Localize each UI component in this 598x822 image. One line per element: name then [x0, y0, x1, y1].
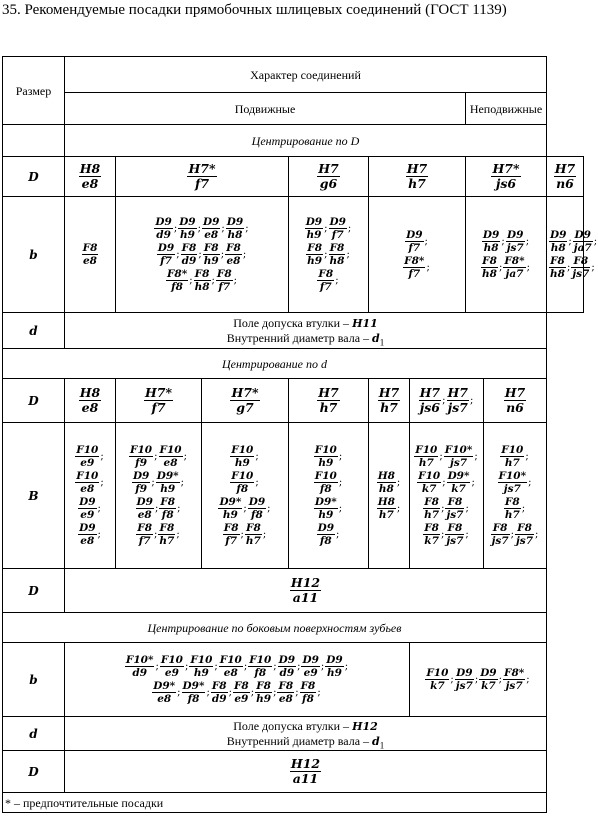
fit-cell: [289, 157, 369, 197]
fit-fraction: $\frac{D9}{f7}$: [406, 229, 423, 254]
fit-fraction: $\frac{F8}{h9}$: [307, 242, 323, 267]
fit-fraction: $\frac{H7}{n6}$: [504, 385, 526, 415]
fit-fraction: $\frac{H8}{e8}$: [79, 161, 101, 191]
fit-fraction: $\frac{D9*}{f8}$: [182, 680, 205, 705]
fit-fraction: $\frac{F8}{h8}$: [329, 242, 345, 267]
fixed-header: Неподвижные: [466, 93, 547, 125]
fit-fraction: $\frac{F10}{h9}$: [314, 444, 337, 469]
fit-fraction: $\frac{H8}{h7}$: [377, 496, 395, 521]
fit-fraction: $\frac{F10*}{js7}$: [444, 444, 473, 469]
s2-D-label: D: [3, 379, 65, 423]
fit-fraction: $\frac{F10}{e8}$: [159, 444, 182, 469]
fit-fraction: $\frac{H8}{e8}$: [79, 385, 101, 415]
fit-fraction: $\frac{F10*}{d9}$: [125, 654, 154, 679]
fit-cell: $\frac{F10}{h7}$ ; $\frac{F10*}{js7}$ ; $\frac{F10}{k7}$ ; $\frac{D9*}{k7}$ ; $\frac{F8}{h7}$ ; $\frac{F8}{js7}$ ; $\frac{F8}{k7}$ ; $\frac{F8}{js7}$ ;: [410, 423, 484, 569]
fit-fraction: $\frac{D9}{f7}$: [329, 216, 346, 241]
fit-fraction: $\frac{F8}{js7}$: [446, 496, 464, 521]
fit-fraction: $\frac{F10}{e9}$: [76, 444, 99, 469]
fit-fraction: $\frac{F8}{d9}$: [211, 680, 227, 705]
fit-fraction: $\frac{F8}{h9}$: [256, 680, 272, 705]
section1-title: Центрирование по D: [65, 125, 547, 157]
fit-fraction: $\frac{F10}{h7}$: [415, 444, 438, 469]
movable-header: Подвижные: [65, 93, 466, 125]
fit-fraction: $\frac{F8}{f8}$: [300, 680, 316, 705]
nature-header: Характер соединений: [65, 57, 547, 93]
fit-fraction: $\frac{H7}{h7}$: [318, 385, 339, 415]
fit-fraction: $\frac{F8}{h9}$: [203, 242, 219, 267]
fit-cell: [484, 379, 547, 423]
fit-fraction: $\frac{F10}{f8}$: [231, 470, 254, 495]
fit-fraction: $\frac{F8}{e8}$: [82, 242, 98, 267]
fit-fraction: $\frac{F8*}{f8}$: [166, 268, 188, 293]
fit-fraction: $\frac{D9}{h9}$: [305, 216, 323, 241]
fit-fraction: $\frac{F10}{f8}$: [249, 654, 272, 679]
fit-cell: $\frac{H7}{js6}$ ; $\frac{H7}{js7}$ ;: [410, 379, 484, 423]
fit-fraction: $\frac{H12}{a11}$: [290, 756, 321, 786]
s3-d-note: Поле допуска втулки – H12 Внутренний диаметр вала – $d_1$: [65, 717, 547, 751]
fit-fraction: $\frac{F8}{h7}$: [245, 522, 261, 547]
fit-fraction: $\frac{F10}{f8}$: [314, 470, 337, 495]
s3-d-label: d: [3, 717, 65, 751]
s2-D2-label: D: [3, 569, 65, 613]
fit-cell: [65, 569, 547, 613]
fit-fraction: $\frac{D9*}{e8}$: [153, 680, 176, 705]
fit-fraction: $\frac{F8}{js7}$: [572, 255, 590, 280]
s2-B-label: B: [3, 423, 65, 569]
fit-fraction: $\frac{D9}{f8}$: [317, 522, 335, 547]
fit-fraction: $\frac{F8}{f7}$: [223, 522, 239, 547]
fit-cell: [202, 379, 289, 423]
section2-title: Центрирование по d: [3, 349, 547, 379]
fits-table: [2, 56, 598, 813]
fit-fraction: $\frac{F8}{js7}$: [516, 522, 534, 547]
fit-fraction: $\frac{D9}{d9}$: [278, 654, 296, 679]
fit-fraction: $\frac{F10}{f9}$: [130, 444, 153, 469]
fit-fraction: $\frac{F8}{h7}$: [424, 496, 440, 521]
section3-title: Центрирование по боковым поверхностям зубьев: [3, 613, 547, 643]
fit-fraction: $\frac{F8}{e8}$: [226, 242, 241, 267]
fit-cell: [116, 379, 202, 423]
fit-fraction: $\frac{D9}{h9}$: [179, 216, 196, 241]
fit-fraction: $\frac{D9*}{h9}$: [314, 496, 337, 521]
fit-fraction: $\frac{D9}{k7}$: [480, 667, 497, 692]
fit-fraction: $\frac{D9}{e8}$: [79, 522, 96, 547]
fit-fraction: $\frac{F10}{k7}$: [426, 667, 449, 692]
fit-fraction: $\frac{F10}{e9}$: [160, 654, 183, 679]
fit-fraction: $\frac{D9}{e9}$: [302, 654, 319, 679]
fit-cell: [65, 197, 116, 313]
fit-fraction: $\frac{H7}{h7}$: [406, 161, 428, 191]
fit-fraction: $\frac{F10}{e8}$: [76, 470, 99, 495]
fit-fraction: $\frac{F10}{h9}$: [231, 444, 254, 469]
fit-fraction: $\frac{D9}{ja7}$: [573, 229, 592, 254]
fit-cell: $\frac{D9}{h8}$ ; $\frac{D9}{js7}$ ; $\frac{F8}{h8}$ ; $\frac{F8*}{ja7}$ ;: [466, 197, 547, 313]
fit-cell: $\frac{D9}{f7}$ ; $\frac{F8*}{f7}$ ;: [369, 197, 466, 313]
fit-cell: $\frac{F10}{h7}$ ; $\frac{F10*}{js7}$ ; $\frac{F8}{h7}$ ; $\frac{F8}{js7}$ ; $\frac{F8}{js7}$ ;: [484, 423, 547, 569]
s3-D-label: D: [3, 751, 65, 793]
fit-fraction: $\frac{F10}{k7}$: [418, 470, 441, 495]
fit-fraction: $\frac{F8}{k7}$: [424, 522, 439, 547]
fit-fraction: $\frac{H7*}{js6}$: [492, 161, 520, 191]
fit-fraction: $\frac{D9}{e9}$: [79, 496, 96, 521]
fit-fraction: $\frac{F10*}{js7}$: [498, 470, 527, 495]
fit-cell: [65, 379, 116, 423]
fit-fraction: $\frac{F8}{e8}$: [278, 680, 294, 705]
fit-fraction: $\frac{H7}{g6}$: [318, 161, 339, 191]
fit-fraction: $\frac{F8}{h8}$: [482, 255, 497, 280]
fit-cell: $\frac{D9}{h9}$ ; $\frac{D9}{f7}$ ; $\frac{F8}{h9}$ ; $\frac{F8}{h8}$ ; $\frac{F8}{f7}$ ;: [289, 197, 369, 313]
fit-fraction: $\frac{F8}{e9}$: [233, 680, 249, 705]
fit-fraction: $\frac{D9*}{h9}$: [219, 496, 242, 521]
fit-fraction: $\frac{H7*}{f7}$: [144, 385, 173, 415]
fit-fraction: $\frac{D9}{h9}$: [326, 654, 343, 679]
fit-fraction: $\frac{F8}{h8}$: [194, 268, 210, 293]
fit-cell: $\frac{D9}{d9}$ ; $\frac{D9}{h9}$ ; $\frac{D9}{e8}$ ; $\frac{D9}{h8}$ ; $\frac{D9}{f7}$ ; $\frac{F8}{d9}$ ; $\frac{F8}{h9}$ ; $\frac{F8}{e8}$ ; $\frac{F8*}{f8}$ ; $\frac{F8}{h8}$ ; $\frac{F8}{f7}$ ;: [116, 197, 289, 313]
fit-cell: $\frac{D9}{h8}$ ; $\frac{D9}{ja7}$ ; $\frac{F8}{h8}$ ; $\frac{F8}{js7}$ ;: [547, 197, 584, 313]
fit-cell: $\frac{F10}{f9}$ ; $\frac{F10}{e8}$ ; $\frac{D9}{f9}$ ; $\frac{D9*}{h9}$ ; $\frac{D9}{e8}$ ; $\frac{F8}{f8}$ ; $\frac{F8}{f7}$ ; $\frac{F8}{h7}$ ;: [116, 423, 202, 569]
fit-fraction: $\frac{D9}{h8}$: [550, 229, 567, 254]
size-header: Размер: [3, 57, 65, 125]
fit-cell: [369, 379, 410, 423]
fit-fraction: $\frac{H7}{h7}$: [378, 385, 400, 415]
fit-fraction: $\frac{F8*}{ja7}$: [504, 255, 525, 280]
fit-cell: [289, 379, 369, 423]
fit-fraction: $\frac{F8}{h7}$: [504, 496, 520, 521]
fit-fraction: $\frac{H7}{js7}$: [447, 385, 469, 415]
fit-cell: [369, 157, 466, 197]
fit-fraction: $\frac{D9}{js7}$: [506, 229, 524, 254]
fit-cell: $\frac{H8}{h8}$ ; $\frac{H8}{h7}$ ;: [369, 423, 410, 569]
fit-cell: [65, 157, 116, 197]
fit-fraction: $\frac{D9*}{k7}$: [447, 470, 470, 495]
fit-cell: $\frac{F10}{e9}$ ; $\frac{F10}{e8}$ ; $\frac{D9}{e9}$ ; $\frac{D9}{e8}$ ;: [65, 423, 116, 569]
fit-fraction: $\frac{F8}{d9}$: [181, 242, 197, 267]
s3-b-label: b: [3, 643, 65, 717]
fit-fraction: $\frac{F10}{h9}$: [190, 654, 213, 679]
fit-fraction: $\frac{F8}{js7}$: [491, 522, 509, 547]
fit-fraction: $\frac{F10}{h7}$: [501, 444, 524, 469]
fit-cell: [116, 157, 289, 197]
fit-fraction: $\frac{F8*}{js7}$: [504, 667, 525, 692]
fit-fraction: $\frac{F8}{f7}$: [318, 268, 334, 293]
fit-fraction: $\frac{F10}{e8}$: [219, 654, 242, 679]
s1-d-label: d: [3, 313, 65, 349]
fit-fraction: $\frac{D9}{f7}$: [157, 242, 175, 267]
s1-D-label: D: [3, 157, 65, 197]
fit-fraction: $\frac{H7*}{g7}$: [231, 385, 259, 415]
fit-fraction: $\frac{D9}{h8}$: [482, 229, 500, 254]
fit-cell: $\frac{F10*}{d9}$ ; $\frac{F10}{e9}$ ; $\frac{F10}{h9}$ ; $\frac{F10}{e8}$ ; $\frac{F10}{f8}$ ; $\frac{D9}{d9}$ ; $\frac{D9}{e9}$ ; $\frac{D9}{h9}$ ; $\frac{D9*}{e8}$ ; $\frac{D9*}{f8}$ ; $\frac{F8}{d9}$ ; $\frac{F8}{e9}$ ; $\frac{F8}{h9}$ ; $\frac{F8}{e8}$ ; $\frac{F8}{f8}$ ;: [65, 643, 410, 717]
footnote: * – предпочтительные посадки: [3, 793, 547, 813]
fit-fraction: $\frac{D9}{js7}$: [455, 667, 473, 692]
page-title: 35. Рекомендуемые посадки прямобочных шлицевых соединений (ГОСТ 1139): [2, 2, 507, 18]
s1-b-label: b: [3, 197, 65, 313]
fit-fraction: $\frac{D9*}{h9}$: [156, 470, 179, 495]
fit-fraction: $\frac{F8*}{f7}$: [404, 255, 425, 280]
fit-cell: [547, 157, 584, 197]
fit-fraction: $\frac{F8}{f7}$: [137, 522, 153, 547]
fit-fraction: $\frac{D9}{e8}$: [203, 216, 220, 241]
fit-fraction: $\frac{F8}{h8}$: [550, 255, 565, 280]
fit-fraction: $\frac{D9}{f8}$: [248, 496, 266, 521]
fit-fraction: $\frac{D9}{h8}$: [226, 216, 244, 241]
fit-cell: [466, 157, 547, 197]
fit-cell: $\frac{F10}{h9}$ ; $\frac{F10}{f8}$ ; $\frac{D9*}{h9}$ ; $\frac{D9}{f8}$ ; $\frac{F8}{f7}$ ; $\frac{F8}{h7}$ ;: [202, 423, 289, 569]
fit-fraction: $\frac{D9}{f9}$: [132, 470, 150, 495]
s1-d-note: Поле допуска втулки – H11 Внутренний диаметр вала – $d_1$: [65, 313, 547, 349]
fit-fraction: $\frac{H8}{h8}$: [377, 470, 395, 495]
fit-fraction: $\frac{F8}{f7}$: [216, 268, 232, 293]
fit-cell: $\frac{F10}{h9}$ ; $\frac{F10}{f8}$ ; $\frac{D9*}{h9}$ ; $\frac{D9}{f8}$ ;: [289, 423, 369, 569]
fit-fraction: $\frac{F8}{h7}$: [159, 522, 175, 547]
fit-fraction: $\frac{H7*}{f7}$: [188, 161, 216, 191]
fit-fraction: $\frac{D9}{d9}$: [155, 216, 172, 241]
fit-fraction: $\frac{H7}{js6}$: [419, 385, 441, 415]
fit-cell: $\frac{F10}{k7}$ ; $\frac{D9}{js7}$ ; $\frac{D9}{k7}$ ; $\frac{F8*}{js7}$ ;: [410, 643, 547, 717]
fit-cell: [65, 751, 547, 793]
fit-fraction: $\frac{F8}{f8}$: [160, 496, 176, 521]
fit-fraction: $\frac{H7}{n6}$: [554, 161, 576, 191]
fit-fraction: $\frac{D9}{e8}$: [136, 496, 153, 521]
fit-fraction: $\frac{H12}{a11}$: [290, 575, 321, 605]
section1-empty: [3, 125, 65, 157]
fit-fraction: $\frac{F8}{js7}$: [446, 522, 464, 547]
